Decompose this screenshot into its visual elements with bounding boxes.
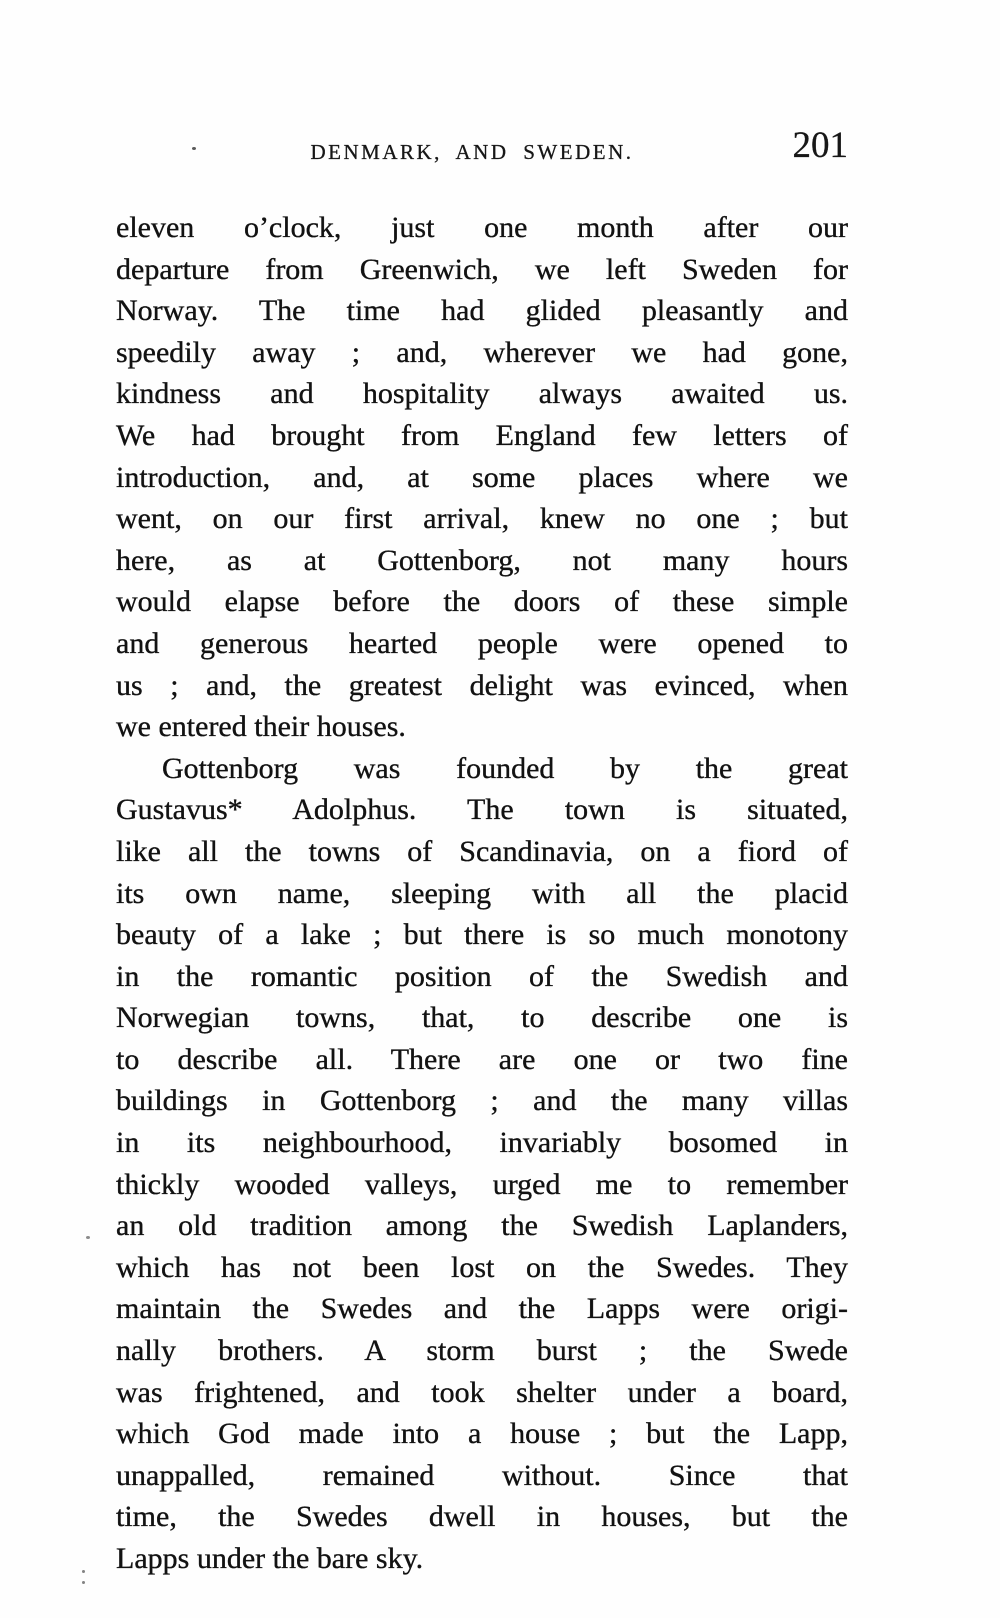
text-line: maintain the Swedes and the Lapps were origi- [116,1292,848,1326]
text-line: was frightened, and took shelter under a board, [116,1375,848,1409]
text-line: thickly wooded valleys, urged me to remember [116,1167,848,1201]
text-line: eleven o’clock, just one month after our [116,211,848,244]
text-line: here, as at Gottenborg, not many hours [116,543,848,577]
text-line: Gottenborg was founded by the great [162,751,848,785]
text-line: its own name, sleeping with all the placid [116,876,848,910]
text-line: like all the towns of Scandinavia, on a fiord of [116,834,848,868]
text-line: time, the Swedes dwell in houses, but the [116,1500,848,1534]
running-title: DENMARK, AND SWEDEN. [310,140,634,164]
text-line: Norwegian towns, that, to describe one is [116,1001,848,1035]
scan-speck [82,1581,85,1584]
text-line: kindness and hospitality always awaited us. [116,377,848,411]
text-line: to describe all. There are one or two fine [116,1042,848,1076]
text-line: us ; and, the greatest delight was evinced, when [116,668,848,702]
text-line: We had brought from England few letters of [116,418,848,452]
scan-speck [82,1570,85,1573]
text-line: nally brothers. A storm burst ; the Swede [116,1334,848,1368]
text-line: which has not been lost on the Swedes. They [116,1250,848,1284]
text-line: went, on our first arrival, knew no one ; but [116,502,848,536]
text-line: in its neighbourhood, invariably bosomed in [116,1126,848,1160]
page-header [116,125,848,175]
text-line: Lapps under the bare sky. [116,1542,424,1575]
text-line: Norway. The time had glided pleasantly and [116,294,848,328]
scan-speck [192,147,196,150]
text-line: we entered their houses. [116,710,406,744]
scan-speck [86,1236,90,1239]
paragraph [116,748,848,1580]
text-line: Gustavus* Adolphus. The town is situated, [116,793,848,827]
text-line: an old tradition among the Swedish Laplanders, [116,1209,848,1243]
text-line: buildings in Gottenborg ; and the many villas [116,1084,848,1118]
text-line: would elapse before the doors of these simple [116,585,848,619]
text-block [116,207,848,1580]
text-line: and generous hearted people were opened to [116,626,848,660]
text-line: beauty of a lake ; but there is so much monotony [116,918,848,952]
text-line: departure from Greenwich, we left Sweden for [116,252,848,286]
text-line: in the romantic position of the Swedish and [116,959,848,993]
text-line: which God made into a house ; but the Lapp, [116,1417,848,1451]
text-line: unappalled, remained without. Since that [116,1458,848,1492]
page-number: 201 [792,125,848,166]
text-line: introduction, and, at some places where we [116,460,848,494]
paragraph [116,207,848,748]
text-line: speedily away ; and, wherever we had gone, [116,335,848,369]
